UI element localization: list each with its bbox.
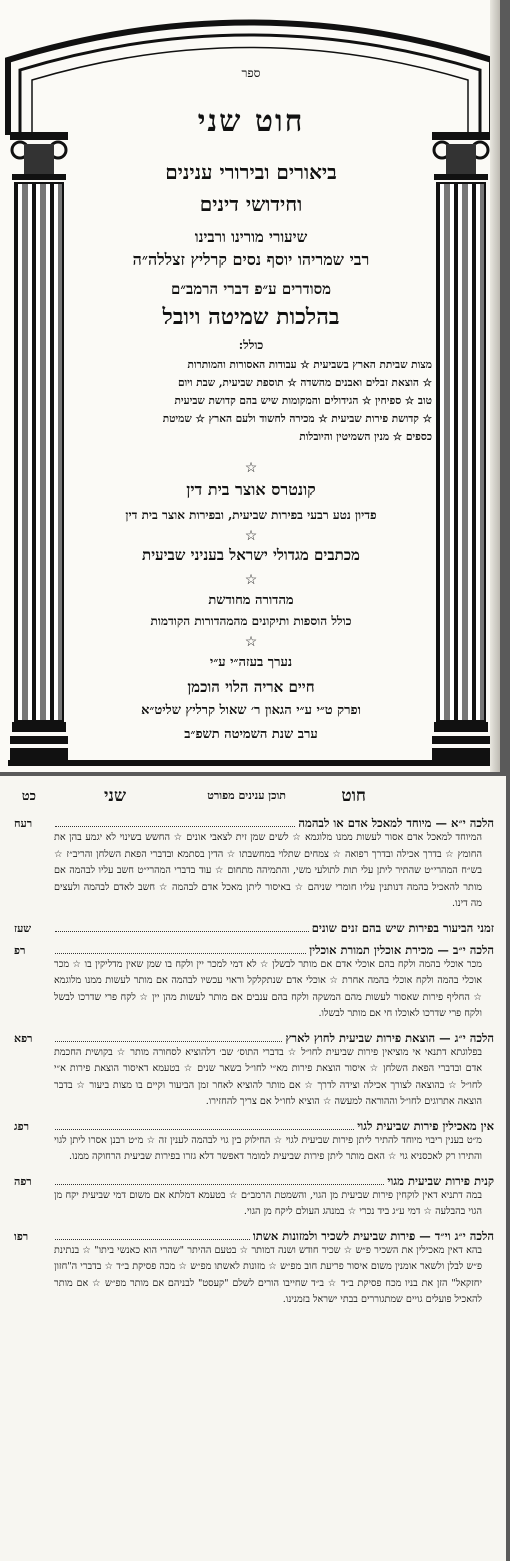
entry-title: הלכה י״ג וי״ד — פירות שביעית לשכיר ולמזונות אשתו: [252, 1228, 494, 1243]
running-header: [18, 786, 496, 808]
left-column: [10, 130, 68, 760]
book-title: חוט שני: [197, 104, 305, 139]
entry-title: הלכה י״ב — מכירת אוכלין תמורת אוכלין: [309, 942, 494, 957]
toc-list: [14, 816, 494, 1317]
entry-title: קנית פירות שביעית מגוי: [387, 1173, 494, 1188]
entry-title: אין מאכילין פירות שביעית לגוי: [357, 1118, 494, 1133]
star-divider: ☆: [244, 460, 258, 476]
leader-dots: [55, 945, 306, 954]
topics-line: ☆ קדושת פירות שביעית ☆ מכירה לחשוד ולעם הארץ ☆ שמיטת: [162, 413, 432, 425]
perek-line: ופרק ט״י ע״י הגאון ר׳ שאול קרליץ שליט״א: [141, 703, 361, 718]
includes-label: כולל:: [238, 338, 264, 352]
entry-description: מכר אוכלי בהמה ולקח בהם אוכלי אדם אם מותר לבשלן ☆ לא דמי למכר יין ולקח בו שמן שאין מדליקין בו ☆ מכר אוכלי בהמה ולקח אוכלי בהמה אחרת ☆ אוכלי אדם שנתקלקל וראוי עכשיו לבהמה אם מותר לעשות ממנו מלוגמא ☆ החליף פירות שאסור לעשות מהם המשקה ולקח בהם ענבים אם מותר לעשות מהן יין ☆ לקח פרי שדרכו לבשל ולקח פרי שדרכו לאוכלו חי אם מותר לבשלו.: [54, 958, 482, 1019]
topics-line: ☆ הוצאת זבלים ואבנים מהשדה ☆ תוספת שביעית, שבת ויום: [177, 377, 432, 389]
column-base: [10, 722, 68, 760]
entry-description: המיוחד למאכל אדם אסור לעשות ממנו מלוגמא ☆ לשים שמן זית לצאבי אונים ☆ החשש בשינוי לא יגמע בהן את החומץ ☆ בדרך אכילה ובדרך רפואה ☆ צמחים שתלוי במחשבתו ☆ הדין בסתמא ובדברי הפאת השלחן והריב״ז ☆ בש״ח המהרי״ט שהתיר ליתן עלי תות לתולעי משי, והתמיהה מתחום ☆ עוד בדברי המהרי״ט חשב עליו לבהמה אם מותר להאכיל בהמה דנותנין עליו חומרי שניהם ☆ באיסור ליתן מאכל אדם לבהמה ☆ חשב לאדם לבהמה ולעצים מה דינו.: [54, 832, 482, 909]
title-page: [0, 0, 500, 772]
topics-list: [70, 356, 432, 446]
letters-line: מכתבים מגדולי ישראל בעניני שביעית: [142, 546, 360, 564]
leader-dots: [55, 1176, 384, 1185]
toc-entry: [14, 1174, 494, 1221]
header-shni: שני: [103, 786, 126, 806]
topics-line: מצות שביתת הארץ בשביעית ☆ עבודות האסורות והמותרות: [187, 359, 432, 371]
entry-page: רעח: [14, 817, 33, 830]
column-base: [432, 722, 490, 760]
entry-page: רפ: [14, 943, 26, 957]
entry-description: מ״ט בענין ריבוי מיוחד להתיר ליתן פירות שביעית לגוי ☆ החילוק בין גוי לבהמה לענין זה ☆ מ״ט רבנן אסרו ליתן לגוי והתירו רק לאכסניא גוי ☆ האם מותר ליתן פירות שביעית למומר דאפשר דלא גזרו בפירות שביעית הרחוקה ממנו.: [54, 1134, 482, 1162]
rabbi-name: רבי שמריהו יוסף נסים קרליץ זצללה״ה: [132, 250, 370, 269]
subtitle-1: ביאורים ובירורי ענינים: [165, 160, 337, 184]
toc-entry: [14, 1229, 494, 1309]
entry-page: רפג: [14, 1119, 30, 1133]
column-capital: [432, 130, 490, 180]
topics-line: טוב ☆ ספיחין ☆ הגידולים והמקומות שיש בהם קדושת שביעית: [174, 395, 432, 407]
entry-description: במה דתניא דאין לוקחין פירות שביעית מן הגוי, והשמטת הרמב״ם ☆ בטעמא דמלתא אם משום דמי שביעית יקח מן הגוי בהבלעה ☆ דמי ע״ג ביד נכרי ☆ במנהג העולם ליקח מן הגוי.: [54, 1189, 482, 1217]
book-spine: [490, 0, 500, 772]
kuntres-desc: פדיון נטע רבעי בפירות שביעית, ובפירות אוצר בית דין: [125, 508, 377, 522]
toc-entry: [14, 1031, 494, 1111]
leader-dots: [55, 1121, 354, 1130]
entry-description: בפלוגתא דתנאי אי מוציאין פירות שביעית לחו״ל ☆ בדברי התוס׳ שב׳ דלהוציא לסחורה מותר ☆ בקושית החכמת אדם ובדברי הפאת השלחן ☆ איסור הוצאת פירות מא״י לחו״ל בשאר שנים ☆ בטעמא דאיסור הוצאת פירות א״י לחו״ל ☆ בהוצאה לצורך אכילה וצידה לדרך ☆ אם מותר להוציא לאחר זמן הביעור וקיים בו מצות ביעור ☆ בדבר הוצאה אתרוגים לחו״ל וההוראה למעשה ☆ הוציא לחו״ל אם צריך להחזירו.: [54, 1046, 482, 1107]
kuntres-title: קונטרס אוצר בית דין: [186, 480, 316, 499]
entry-description: בהא דאין מאכילין את השכיר פ״ש ☆ שכיר חודש ושנה דמותר ☆ בטעם ההיתר "שהרי הוא כאנשי ביתו" ☆ בנתינת פ״ש לבלן ולשאר אומנין משום איסור פריעת חוב מפ״ש ☆ מזונות לאשתו מפ״ש ☆ מכה פסיקת ב״ד ☆ בדברי ה"חזון יחזקאל" הזן את בניו מכח פסיקת ב״ד ☆ ב״ד שחייבו הורים לשלם "קעסט" לבניהם אם מותר מפ״ש ☆ אם מותר להאכיל פועלים גויים שמתגוררים בבתי ישראל בזמנינו.: [54, 1244, 482, 1305]
entry-page: שעז: [14, 921, 32, 935]
entry-title: הלכה י״א — מיוחד למאכל אדם או לבהמה: [298, 816, 494, 830]
leader-dots: [55, 923, 309, 932]
sefer-label: ספר: [241, 66, 261, 80]
entry-page: רפה: [14, 1174, 32, 1188]
toc-entry: [14, 1119, 494, 1166]
column-shaft: [14, 182, 64, 722]
toc-entry: [14, 921, 494, 935]
edition-line: מהדורה מחודשת: [208, 593, 294, 608]
header-center: תוכן ענינים מפורט: [207, 789, 286, 802]
subtitle-2: וחידושי דינים: [199, 192, 303, 216]
star-divider: ☆: [244, 572, 258, 588]
leader-dots: [55, 818, 295, 827]
toc-page: [0, 776, 506, 1561]
entry-title: זמני הביעור בפירות שיש בהם זנים שונים: [311, 920, 494, 935]
topics-line: כספים ☆ מנין השמיטין והיובלות: [299, 431, 432, 443]
star-divider: ☆: [244, 528, 258, 544]
toc-entry: [14, 816, 494, 913]
editor-name: חיים אריה הלוי הוכמן: [187, 678, 315, 696]
leader-dots: [55, 1231, 250, 1240]
edition-desc: כולל הוספות ותיקונים מהמהדורות הקודמות: [150, 614, 352, 628]
arranged-line: נערך בעזה״י ע״י: [209, 655, 293, 670]
leader-dots: [55, 1033, 282, 1042]
header-right-word: חוט: [341, 786, 366, 806]
page-number: כט: [21, 789, 36, 804]
entry-title: הלכה י״ג — הוצאת פירות שביעית לחוץ לארץ: [285, 1030, 494, 1045]
column-shaft: [436, 182, 486, 722]
halachot-line: בהלכות שמיטה ויובל: [162, 304, 340, 330]
column-capital: [10, 130, 68, 180]
right-column: [432, 130, 490, 760]
year-line: ערב שנת השמיטה תשפ״ב: [184, 727, 318, 742]
lessons-line: שיעורי מורינו ורבינו: [194, 228, 308, 246]
toc-entry: [14, 943, 494, 1023]
entry-page: רפא: [14, 1031, 33, 1045]
entry-page: רפו: [14, 1229, 29, 1243]
star-divider: ☆: [244, 634, 258, 650]
ordered-line: מסודרים ע״פ דברי הרמב״ם: [170, 280, 332, 298]
